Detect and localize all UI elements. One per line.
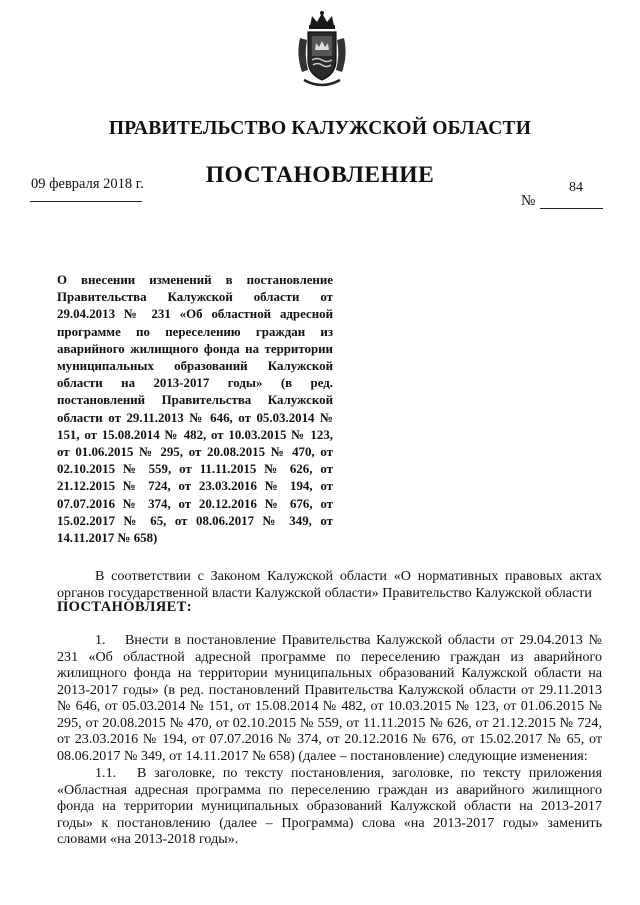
item-1-number: 1.	[95, 632, 106, 648]
document-subject: О внесении изменений в постановление Правительства Калужской области от 29.04.2013 № 231 «Об областной адресной программе по переселению граждан из аварийного жилищного фонда на территории муниципальных образований Калужской области на 2013-2017 годы» (в ред. постановлений Правительства Калужской области от 29.11.2013 № 646, от 05.03.2014 № 151, от 15.08.2014 № 482, от 10.03.2015 № 123, от 01.06.2015 № 295, от 20.08.2015 № 470, от 02.10.2015 № 559, от 11.11.2015 № 626, от 21.12.2015 № 724, от 23.03.2016 № 194, от 07.07.2016 № 374, от 20.12.2016 № 676, от 15.02.2017 № 65, от 08.06.2017 № 349, от 14.11.2017 № 658)	[57, 273, 333, 546]
item-1-1-paragraph	[57, 765, 602, 848]
date-underline	[30, 201, 142, 202]
item-1-1-text: В заголовке, по тексту постановления, заголовке, по тексту приложения «Областная адресная программа по переселению граждан из аварийного жилищного фонда на территории муниципальных образований Калужской области на 2013-2017 годы» к постановлению (далее – Программа) слова «на 2013-2017 годы» заменить словами «на 2013-2018 годы».	[57, 765, 602, 847]
document-type: ПОСТАНОВЛЕНИЕ	[205, 162, 435, 188]
resolve-heading: ПОСТАНОВЛЯЕТ:	[57, 599, 192, 615]
document-date: 09 февраля 2018 г.	[31, 176, 144, 192]
document-number: 84	[569, 180, 583, 195]
number-underline	[540, 208, 603, 209]
item-1-1-number: 1.1.	[95, 765, 117, 781]
preamble-paragraph: В соответствии с Законом Калужской области «О нормативных правовых актах органов государственной власти Калужской области» Правительство Калужской области	[57, 568, 602, 601]
government-title: ПРАВИТЕЛЬСТВО КАЛУЖСКОЙ ОБЛАСТИ	[108, 118, 532, 139]
coat-of-arms-icon	[292, 10, 352, 90]
item-1-paragraph	[57, 632, 602, 764]
item-1-text: Внести в постановление Правительства Калужской области от 29.04.2013 № 231 «Об областной адресной программе по переселению граждан из аварийного жилищного фонда на территории муниципальных образований Калужской области на 2013-2017 годы» (в ред. постановлений Правительства Калужской области от 29.11.2013 № 646, от 05.03.2014 № 151, от 15.08.2014 № 482, от 10.03.2015 № 123, от 01.06.2015 № 295, от 20.08.2015 № 470, от 02.10.2015 № 559, от 11.11.2015 № 626, от 21.12.2015 № 724, от 23.03.2016 № 194, от 07.07.2016 № 374, от 20.12.2016 № 676, от 15.02.2017 № 65, от 08.06.2017 № 349, от 14.11.2017 № 658) (далее – постановление) следующие изменения:	[57, 632, 602, 764]
number-label: №	[521, 193, 536, 209]
